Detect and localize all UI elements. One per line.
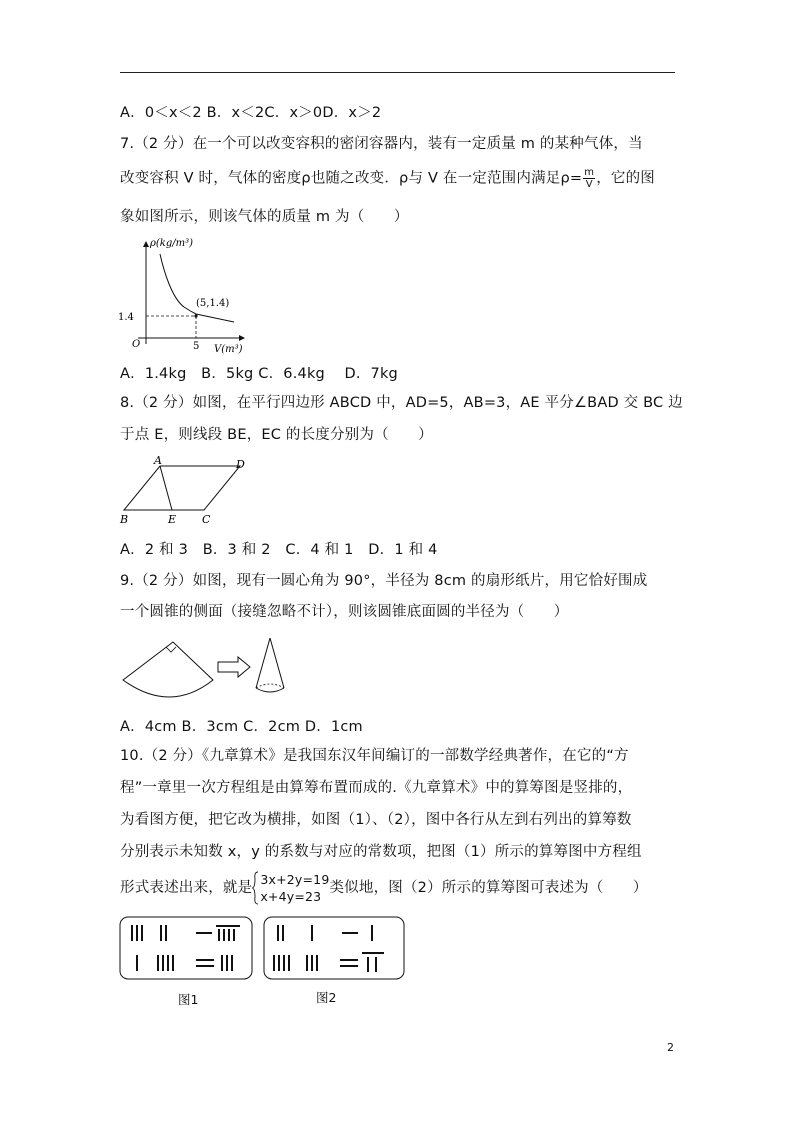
vertex-b: B <box>120 513 129 526</box>
q7-line2-before: 改变容积 V 时，气体的密度ρ也随之改变．ρ与 V 在一定范围内满足ρ= <box>120 170 583 187</box>
sector-to-cone-figure <box>118 632 308 712</box>
q9-line1: 9.（2 分）如图，现有一圆心角为 90°，半径为 8cm 的扇形纸片，用它恰好围成 <box>120 573 648 589</box>
sector-shape <box>123 642 213 697</box>
header-rule <box>120 72 675 73</box>
q9-line2: 一个圆锥的侧面（接缝忽略不计），则该圆锥底面圆的半径为（ ） <box>120 604 569 620</box>
parallelogram-figure <box>114 454 264 530</box>
q7-line2 <box>120 167 655 190</box>
rho-formula-fraction <box>583 167 595 190</box>
q10-line1: 10.（2 分）《九章算术》是我国东汉年间编订的一部数学经典著作，在它的“方 <box>120 748 629 764</box>
left-brace-icon <box>252 871 259 905</box>
figure-1-caption: 图1 <box>178 992 199 1007</box>
q7-line2-after: ，它的图 <box>596 170 655 187</box>
q9-options: A．4cm B．3cm C．2cm D．1cm <box>120 719 363 735</box>
page-number: 2 <box>667 1041 674 1054</box>
fraction-numerator: m <box>584 167 595 178</box>
q8-options: A．2 和 3 B．3 和 2 C．4 和 1 D．1 和 4 <box>120 542 438 558</box>
point-marker <box>194 314 197 317</box>
segment-ae <box>160 466 172 510</box>
vertex-a: A <box>154 454 162 467</box>
q10-line5 <box>120 871 648 905</box>
figure-2-caption: 图2 <box>316 990 337 1005</box>
counting-rods-figure-1 <box>118 915 254 981</box>
right-angle-mark <box>166 647 176 652</box>
vertex-c: C <box>202 513 211 526</box>
q10-line2: 程”一章里一次方程组是由算筹布置而成的.《九章算术》中的算筹图是竖排的， <box>120 780 633 796</box>
arrow-icon <box>218 657 250 677</box>
counting-rods-figure-2 <box>262 915 406 981</box>
hyperbola-curve <box>160 254 234 322</box>
equation-1: 3x+2y=19 <box>260 872 330 887</box>
x-axis-label: V(m³) <box>214 344 243 354</box>
equation-system <box>252 871 329 905</box>
q6-options: A．0＜x＜2 B．x＜2C．x＞0D．x＞2 <box>120 105 382 121</box>
cone-base-back <box>256 684 284 688</box>
q10-line5-before: 形式表述出来，就是 <box>120 880 253 896</box>
x-tick-label: 5 <box>193 341 200 352</box>
cone-base-front <box>256 688 284 692</box>
q10-line4: 分别表示未知数 x，y 的系数与对应的常数项，把图（1）所示的算筹图中方程组 <box>120 844 642 860</box>
cone-right-edge <box>270 638 284 688</box>
q7-options: A．1.4kg B．5kg C．6.4kg D．7kg <box>120 366 398 382</box>
q7-line3: 象如图所示，则该气体的质量 m 为（ ） <box>120 209 409 225</box>
cone-left-edge <box>256 638 270 688</box>
vertex-d: D <box>236 458 245 471</box>
equation-2: x+4y=23 <box>260 889 322 904</box>
q10-line3: 为看图方便，把它改为横排，如图（1）、（2），图中各行从左到右列出的算筹数 <box>120 812 632 828</box>
y-axis-label: ρ(kg/m³) <box>150 238 194 249</box>
q8-line1: 8.（2 分）如图，在平行四边形 ABCD 中，AD=5，AB=3，AE 平分∠BAD 交 BC 边 <box>120 395 683 411</box>
q8-line2: 于点 E，则线段 BE，EC 的长度分别为（ ） <box>120 427 433 443</box>
q7-line1: 7.（2 分）在一个可以改变容积的密闭容器内，装有一定质量 m 的某种气体，当 <box>120 136 643 152</box>
density-volume-graph <box>112 232 252 354</box>
q10-line5-after: 类似地，图（2）所示的算筹图可表述为（ ） <box>329 880 648 896</box>
point-label: (5,1.4) <box>196 298 230 309</box>
origin-label: O <box>132 339 141 350</box>
y-tick-label: 1.4 <box>118 312 134 323</box>
point-e: E <box>168 513 177 526</box>
parallelogram-abcd <box>124 466 240 510</box>
fraction-denominator: V <box>585 179 593 190</box>
